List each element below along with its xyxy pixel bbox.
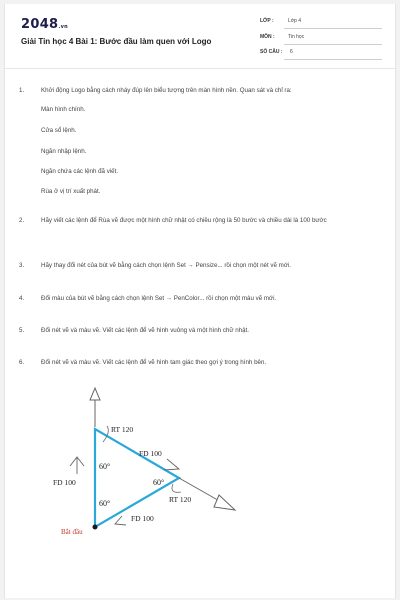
question-text: Hãy viết các lệnh để Rùa vẽ được một hình chữ nhật có chiều rộng là 50 bước và chiều dài là 100 bước: [41, 217, 327, 224]
q1-item: Ngăn nhập lệnh.: [41, 148, 87, 155]
meta-underline: [284, 44, 382, 45]
document-header: [5, 4, 396, 64]
label-angle-right: 60°: [153, 478, 165, 487]
meta-underline: [284, 28, 382, 29]
label-fd-bottom: FD 100: [131, 514, 154, 523]
question-number: 3.: [19, 262, 25, 269]
triangle-diagram: [19, 382, 249, 562]
header-divider: [5, 68, 396, 69]
question-text: Đổi nét vẽ và màu vẽ. Viết các lệnh để vẽ hình tam giác theo gợi ý trong hình bên.: [41, 359, 267, 366]
label-angle-bottom: 60°: [99, 499, 111, 508]
meta-subject: [260, 34, 382, 46]
label-rt-top: RT 120: [111, 425, 134, 434]
label-fd-right-top: FD 100: [139, 449, 162, 458]
question-number: 1.: [19, 87, 25, 94]
meta-underline: [284, 59, 382, 60]
question-text: Khởi động Logo bằng cách nháy đúp lên biểu tượng trên màn hình nền. Quan sát và chỉ ra:: [41, 87, 292, 94]
question-number: 6.: [19, 359, 25, 366]
q1-item: Cửa sổ lệnh.: [41, 127, 77, 134]
question-number: 4.: [19, 295, 25, 302]
arrow-up-head-icon: [90, 388, 100, 400]
label-rt-right: RT 120: [169, 495, 192, 504]
logo-suffix: .vn: [58, 24, 69, 30]
page-title: Giải Tin học 4 Bài 1: Bước đầu làm quen với Logo: [21, 37, 212, 46]
meta-question-count: [260, 49, 382, 61]
q1-item: Ngăn chứa các lệnh đã viết.: [41, 168, 119, 175]
arrow-right-head-icon: [214, 495, 235, 510]
logo-main: 2048: [21, 17, 59, 32]
direction-arrow-icon: [115, 516, 126, 525]
label-fd-left: FD 100: [53, 478, 76, 487]
site-logo[interactable]: [21, 17, 68, 32]
label-angle-top: 60°: [99, 462, 111, 471]
triangle-shape: [95, 429, 179, 527]
meta-value: Tin học: [288, 34, 305, 40]
question-number: 2.: [19, 217, 25, 224]
meta-key: MÔN :: [260, 34, 275, 40]
meta-value: 6: [290, 49, 293, 55]
start-point: [93, 525, 98, 530]
meta-key: SỐ CÂU :: [260, 49, 283, 55]
turn-arc-icon: [172, 484, 181, 492]
q1-item: Màn hình chính.: [41, 106, 86, 113]
q1-item: Rùa ở vị trí xuất phát.: [41, 188, 101, 195]
meta-key: LỚP :: [260, 18, 274, 24]
meta-value: Lớp 4: [288, 18, 302, 24]
question-text: Đổi màu của bút vẽ bằng cách chọn lệnh Set → PenColor... rồi chọn một màu vẽ mới.: [41, 295, 277, 302]
direction-arrow-icon: [164, 459, 179, 470]
question-number: 5.: [19, 327, 25, 334]
question-text: Hãy thay đổi nét của bút vẽ bằng cách chọn lệnh Set → Pensize... rồi chọn một nét vẽ mới.: [41, 262, 291, 269]
up-arrow-icon: [70, 457, 84, 474]
label-start: Bắt đầu: [61, 528, 83, 536]
document-page: [4, 4, 396, 598]
question-text: Đổi nét vẽ và màu vẽ. Viết các lệnh để vẽ hình vuông và một hình chữ nhật.: [41, 327, 249, 334]
meta-class: [260, 18, 382, 30]
